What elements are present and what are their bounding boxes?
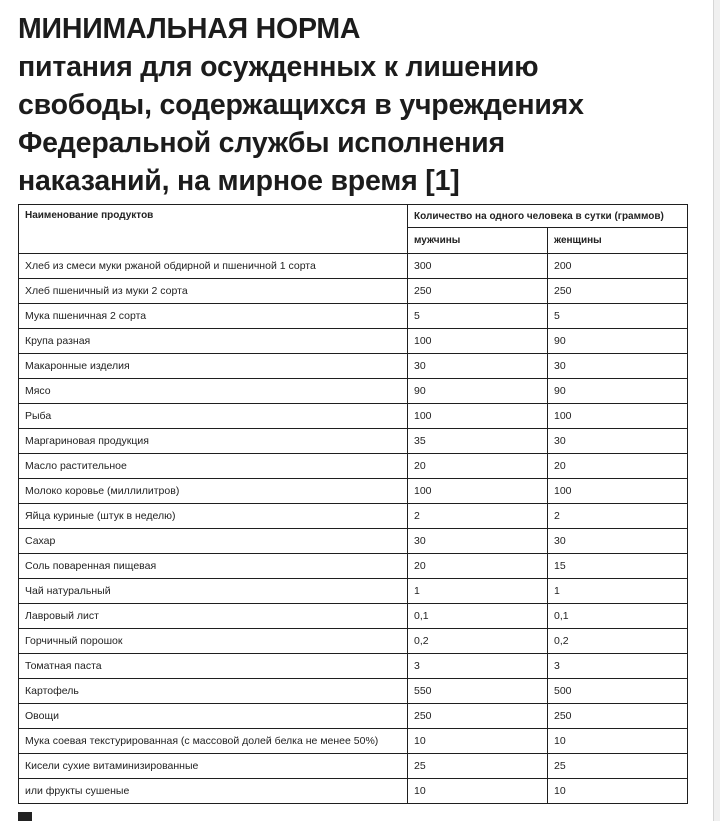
table-body	[19, 254, 688, 804]
table-row	[19, 379, 688, 404]
table-row	[19, 304, 688, 329]
table-row	[19, 554, 688, 579]
men-amount-cell: 0,1	[408, 604, 548, 629]
women-amount-cell: 30	[548, 529, 688, 554]
women-amount-cell: 0,1	[548, 604, 688, 629]
men-amount-cell: 100	[408, 404, 548, 429]
men-amount-cell: 1	[408, 579, 548, 604]
next-text-fragment	[18, 812, 32, 821]
page-edge	[713, 0, 720, 821]
food-norms-table	[18, 204, 688, 804]
title-line-2: питания для осужденных к лишению	[18, 51, 539, 83]
men-amount-cell: 250	[408, 704, 548, 729]
women-amount-cell: 1	[548, 579, 688, 604]
men-amount-cell: 100	[408, 479, 548, 504]
women-amount-cell: 10	[548, 779, 688, 804]
header-product-name: Наименование продуктов	[19, 205, 408, 254]
product-name-cell: Кисели сухие витаминизированные	[19, 754, 408, 779]
men-amount-cell: 5	[408, 304, 548, 329]
men-amount-cell: 20	[408, 454, 548, 479]
table-row	[19, 529, 688, 554]
product-name-cell: Хлеб пшеничный из муки 2 сорта	[19, 279, 408, 304]
table-row	[19, 679, 688, 704]
men-amount-cell: 250	[408, 279, 548, 304]
product-name-cell: Чай натуральный	[19, 579, 408, 604]
product-name-cell: Мясо	[19, 379, 408, 404]
title-line-4: Федеральной службы исполнения	[18, 127, 505, 159]
table-row	[19, 254, 688, 279]
women-amount-cell: 100	[548, 404, 688, 429]
men-amount-cell: 3	[408, 654, 548, 679]
table-row	[19, 404, 688, 429]
women-amount-cell: 2	[548, 504, 688, 529]
women-amount-cell: 3	[548, 654, 688, 679]
header-women: женщины	[548, 228, 688, 254]
product-name-cell: Маргариновая продукция	[19, 429, 408, 454]
product-name-cell: Макаронные изделия	[19, 354, 408, 379]
women-amount-cell: 0,2	[548, 629, 688, 654]
table-header-row	[19, 205, 688, 228]
men-amount-cell: 30	[408, 529, 548, 554]
product-name-cell: Яйца куриные (штук в неделю)	[19, 504, 408, 529]
men-amount-cell: 2	[408, 504, 548, 529]
women-amount-cell: 90	[548, 329, 688, 354]
men-amount-cell: 20	[408, 554, 548, 579]
product-name-cell: Рыба	[19, 404, 408, 429]
women-amount-cell: 20	[548, 454, 688, 479]
table-row	[19, 479, 688, 504]
table-row	[19, 279, 688, 304]
women-amount-cell: 250	[548, 704, 688, 729]
product-name-cell: Мука пшеничная 2 сорта	[19, 304, 408, 329]
women-amount-cell: 250	[548, 279, 688, 304]
women-amount-cell: 200	[548, 254, 688, 279]
men-amount-cell: 35	[408, 429, 548, 454]
title-line-3: свободы, содержащихся в учреждениях	[18, 89, 584, 121]
women-amount-cell: 90	[548, 379, 688, 404]
product-name-cell: Соль поваренная пищевая	[19, 554, 408, 579]
women-amount-cell: 500	[548, 679, 688, 704]
women-amount-cell: 25	[548, 754, 688, 779]
table-row	[19, 754, 688, 779]
product-name-cell: Молоко коровье (миллилитров)	[19, 479, 408, 504]
table-row	[19, 704, 688, 729]
table-row	[19, 779, 688, 804]
product-name-cell: Крупа разная	[19, 329, 408, 354]
product-name-cell: Хлеб из смеси муки ржаной обдирной и пшеничной 1 сорта	[19, 254, 408, 279]
table-row	[19, 729, 688, 754]
table-row	[19, 354, 688, 379]
table-row	[19, 504, 688, 529]
men-amount-cell: 90	[408, 379, 548, 404]
women-amount-cell: 30	[548, 354, 688, 379]
header-quantity: Количество на одного человека в сутки (граммов)	[408, 205, 688, 228]
women-amount-cell: 30	[548, 429, 688, 454]
men-amount-cell: 10	[408, 729, 548, 754]
women-amount-cell: 5	[548, 304, 688, 329]
product-name-cell: Масло растительное	[19, 454, 408, 479]
product-name-cell: Мука соевая текстурированная (с массовой долей белка не менее 50%)	[19, 729, 408, 754]
product-name-cell: или фрукты сушеные	[19, 779, 408, 804]
men-amount-cell: 100	[408, 329, 548, 354]
title-line-5: наказаний, на мирное время [1]	[18, 165, 460, 197]
product-name-cell: Овощи	[19, 704, 408, 729]
table-row	[19, 429, 688, 454]
men-amount-cell: 30	[408, 354, 548, 379]
women-amount-cell: 10	[548, 729, 688, 754]
table-row	[19, 654, 688, 679]
header-men: мужчины	[408, 228, 548, 254]
product-name-cell: Томатная паста	[19, 654, 408, 679]
men-amount-cell: 10	[408, 779, 548, 804]
table-row	[19, 629, 688, 654]
table-row	[19, 329, 688, 354]
product-name-cell: Лавровый лист	[19, 604, 408, 629]
product-name-cell: Картофель	[19, 679, 408, 704]
table-row	[19, 604, 688, 629]
table-row	[19, 579, 688, 604]
men-amount-cell: 0,2	[408, 629, 548, 654]
women-amount-cell: 15	[548, 554, 688, 579]
product-name-cell: Горчичный порошок	[19, 629, 408, 654]
men-amount-cell: 550	[408, 679, 548, 704]
women-amount-cell: 100	[548, 479, 688, 504]
men-amount-cell: 25	[408, 754, 548, 779]
page-title	[18, 10, 708, 200]
product-name-cell: Сахар	[19, 529, 408, 554]
men-amount-cell: 300	[408, 254, 548, 279]
title-line-1: МИНИМАЛЬНАЯ НОРМА	[18, 13, 361, 45]
table-row	[19, 454, 688, 479]
